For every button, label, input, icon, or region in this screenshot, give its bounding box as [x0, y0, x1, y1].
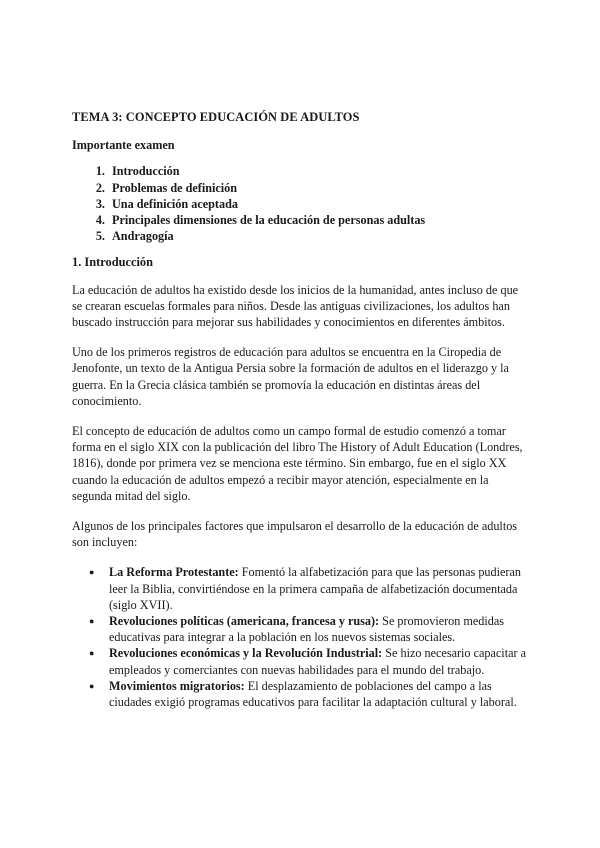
section-heading: 1. Introducción	[72, 255, 154, 270]
list-item-text: El desplazamiento de poblaciones del campo a las ciudades exigió programas educativos para facilitar la adaptación cultural y laboral.	[109, 678, 517, 710]
paragraph: La educación de adultos ha existido desde los inicios de la humanidad, antes incluso de que se crearan escuelas formales para niños. Desde las antiguas civilizaciones, los adultos han buscado instrucción para mejorar sus habilidades y conocimientos en diferentes ámbitos.	[72, 282, 519, 330]
list-item	[109, 613, 528, 645]
toc-item: 5. Andragogía	[108, 228, 528, 244]
list-item-term: Revoluciones económicas y la Revolución Industrial:	[109, 646, 383, 661]
document-title: TEMA 3: CONCEPTO EDUCACIÓN DE ADULTOS	[72, 110, 360, 124]
list-item	[109, 564, 528, 613]
list-item-text: Se hizo necesario capacitar a empleados y comerciantes con nuevas habilidades para el mundo del trabajo.	[109, 646, 527, 677]
paragraph: Uno de los primeros registros de educación para adultos se encuentra en la Ciropedia de Jenofonte, un texto de la Antigua Persia sobre la formación de adultos en el liderazgo y la guerra. En la Grecia clásica también se promovía la educación en distintas áreas del conocimiento.	[72, 345, 509, 408]
list-item-term: Movimientos migratorios:	[109, 678, 245, 693]
factors-list	[72, 564, 528, 710]
toc-item: 4. Principales dimensiones de la educación de personas adultas	[108, 212, 528, 228]
toc-item: 1. Introducción	[108, 163, 528, 179]
list-item-term: Revoluciones políticas (americana, francesa y rusa):	[109, 614, 380, 629]
toc-item: 2. Problemas de definición	[108, 180, 528, 196]
paragraph: El concepto de educación de adultos como un campo formal de estudio comenzó a tomar forma en el siglo XIX con la publicación del libro The History of Adult Education (Londres, 1816), donde por primera vez se menciona este término. Sin embargo, fue en el siglo XX cuando la educación de adultos empezó a recibir mayor atención, especialmente en la segunda mitad del siglo.	[72, 424, 523, 503]
list-item	[109, 645, 528, 677]
list-item	[109, 678, 528, 710]
document-body	[72, 109, 528, 710]
paragraph: Algunos de los principales factores que impulsaron el desarrollo de la educación de adultos son incluyen:	[72, 519, 518, 550]
table-of-contents	[72, 163, 528, 244]
list-item-text: Se promovieron medidas educativas para integrar a la población en los nuevos sistemas sociales.	[109, 614, 505, 645]
list-item-term: La Reforma Protestante:	[109, 565, 239, 580]
toc-item: 3. Una definición aceptada	[108, 196, 528, 212]
document-subtitle: Importante examen	[72, 138, 175, 153]
list-item-text: Fomentó la alfabetización para que las personas pudieran leer la Biblia, convirtiéndose en la primera campaña de alfabetización documentada (siglo XVII).	[109, 565, 521, 612]
